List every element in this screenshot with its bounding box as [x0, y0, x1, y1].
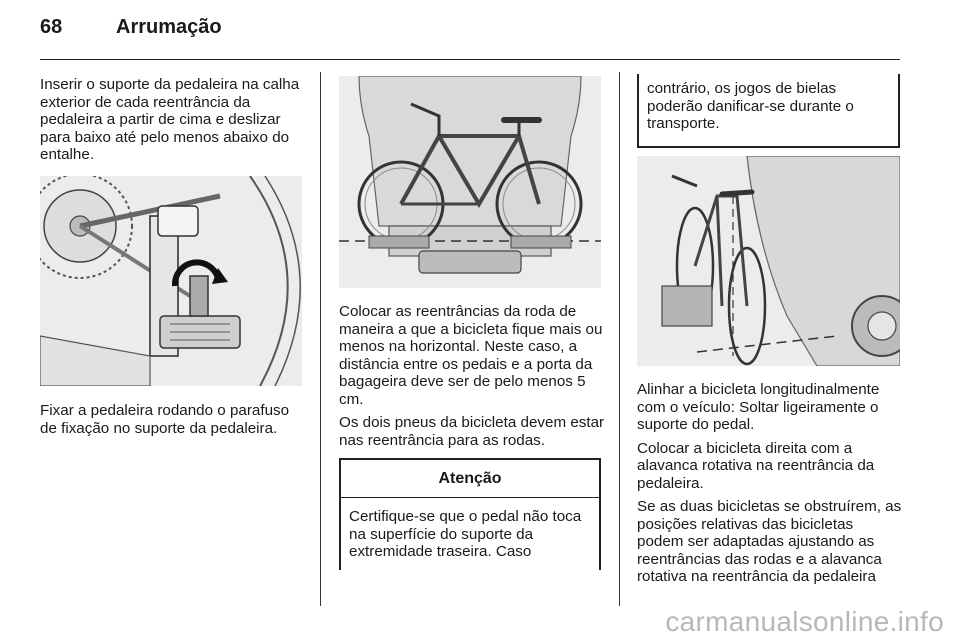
column-3: [637, 381, 903, 592]
warning-notice-continued-text: contrário, os jogos de bielas poderão danificar-se durante o transporte.: [647, 80, 854, 132]
watermark: carmanualsonline.info: [665, 606, 944, 637]
warning-notice-continued-content: [639, 74, 898, 133]
column-divider-right: [619, 72, 620, 606]
header-rule: [40, 59, 900, 60]
bike-side-drawing: [637, 156, 900, 366]
col1-paragraph-2: Fixar a pedaleira rodando o parafuso de fixação no suporte da pedaleira.: [40, 402, 290, 437]
pedal-holder-drawing: [40, 176, 302, 386]
bike-side-illustration: [637, 156, 900, 366]
column-1: [40, 76, 306, 170]
col2-paragraph-1: Colocar as reentrâncias da roda de maneira a que a bicicleta fique mais ou menos na horizontal. Neste caso, a distância entre os pedais e a porta da bagageira deve ser de pelo menos 5 cm.: [339, 303, 603, 408]
col3-paragraph-2: Colocar a bicicleta direita com a alavanca rotativa na reentrância da pedaleira.: [637, 439, 875, 492]
section-title: Arrumação: [116, 16, 222, 38]
pedal-holder-illustration: [40, 176, 302, 386]
column-divider-left: [320, 72, 321, 606]
col2-paragraph-2: Os dois pneus da bicicleta devem estar nas reentrância para as rodas.: [339, 414, 605, 449]
warning-notice-box: [339, 458, 601, 570]
page-number: 68: [40, 16, 63, 38]
col3-paragraph-3: Se as duas bicicletas se obstruírem, as posições relativas das bicicletas podem ser adaptadas ajustando as reentrâncias das rodas e a alavanca rotativa na reentrância da pedaleira: [637, 498, 902, 585]
bike-rear-illustration: [339, 76, 601, 288]
warning-notice-continued-box: [637, 74, 900, 148]
column-1-lower: [40, 402, 306, 443]
col1-paragraph-1: Inserir o suporte da pedaleira na calha exterior de cada reentrância da pedaleira a partir de cima e deslizar para baixo até pelo menos abaixo do entalhe.: [40, 76, 300, 163]
warning-notice-content: [341, 498, 599, 561]
column-2: [339, 303, 605, 455]
bike-rear-drawing: [339, 76, 601, 288]
warning-notice-text: Certifique-se que o pedal não toca na superfície do suporte da extremidade traseira. Caso: [349, 508, 582, 560]
col3-paragraph-1: Alinhar a bicicleta longitudinalmente com o veículo: Soltar ligeiramente o suporte do pedal.: [637, 381, 880, 433]
warning-notice-title: Atenção: [341, 460, 599, 498]
